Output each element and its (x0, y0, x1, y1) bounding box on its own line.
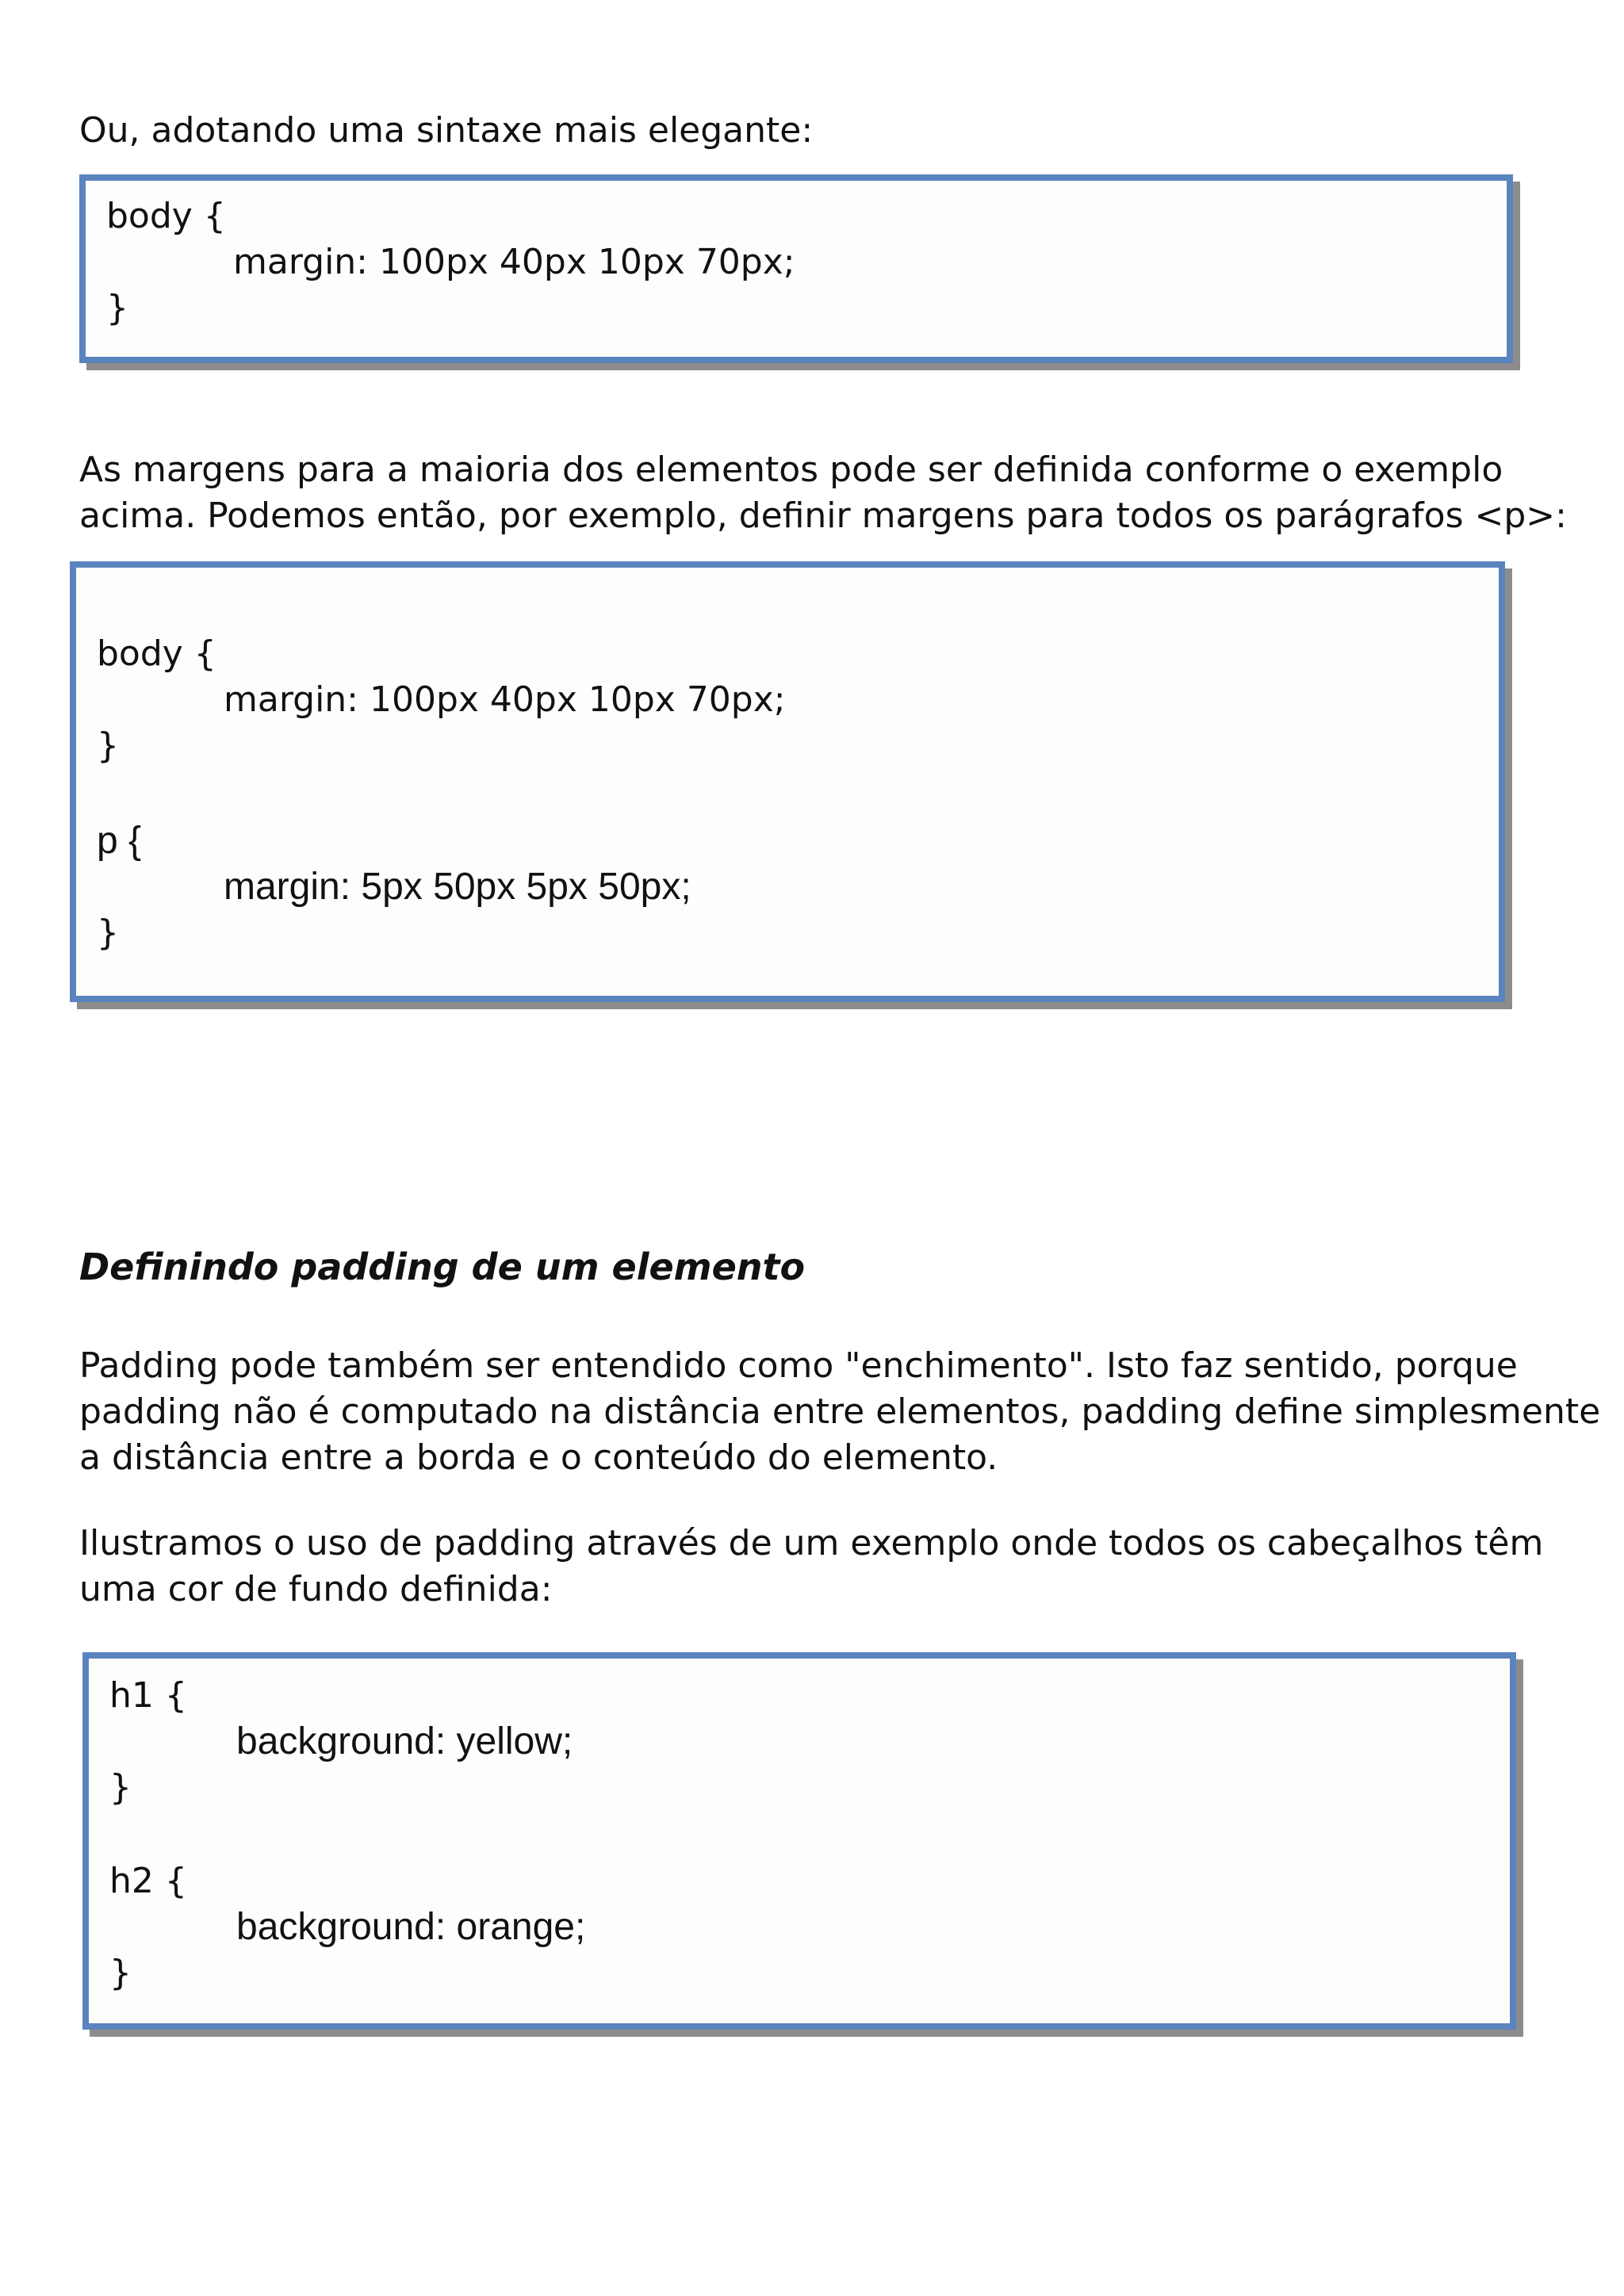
code-line: background: yellow; (236, 1720, 573, 1762)
code-line: p { (97, 820, 142, 862)
code-line: h2 { (109, 1861, 187, 1901)
code-line: } (106, 288, 128, 328)
code-line: } (97, 913, 119, 953)
code-block-3 (82, 1652, 1516, 2030)
intro-text: Ou, adotando uma sintaxe mais elegante: (79, 110, 814, 151)
code-line: margin: 100px 40px 10px 70px; (224, 679, 786, 720)
code-line: margin: 5px 50px 5px 50px; (224, 866, 691, 908)
code-line: } (109, 1953, 132, 1993)
paragraph-line: padding não é computado na distância entre elementos, padding define simplesmente (79, 1391, 1601, 1432)
code-line: background: orange; (236, 1906, 586, 1948)
code-line: } (97, 725, 119, 766)
paragraph-line: uma cor de fundo definida: (79, 1569, 553, 1609)
paragraph-line: As margens para a maioria dos elementos pode ser definida conforme o exemplo (79, 450, 1503, 490)
code-line: body { (106, 196, 226, 236)
paragraph-line: Padding pode também ser entendido como "enchimento". Isto faz sentido, porque (79, 1345, 1518, 1386)
paragraph-line: acima. Podemos então, por exemplo, definir margens para todos os parágrafos <p>: (79, 496, 1567, 536)
paragraph-line: a distância entre a borda e o conteúdo do elemento. (79, 1437, 998, 1478)
code-line: body { (97, 633, 216, 674)
paragraph-line: Ilustramos o uso de padding através de um exemplo onde todos os cabeçalhos têm (79, 1523, 1544, 1563)
code-line: h1 { (109, 1675, 187, 1716)
code-line: } (109, 1767, 132, 1808)
code-line: margin: 100px 40px 10px 70px; (233, 242, 795, 282)
code-block-1 (79, 174, 1513, 363)
code-block-2 (70, 561, 1505, 1002)
section-heading: Definindo padding de um elemento (79, 1246, 806, 1288)
